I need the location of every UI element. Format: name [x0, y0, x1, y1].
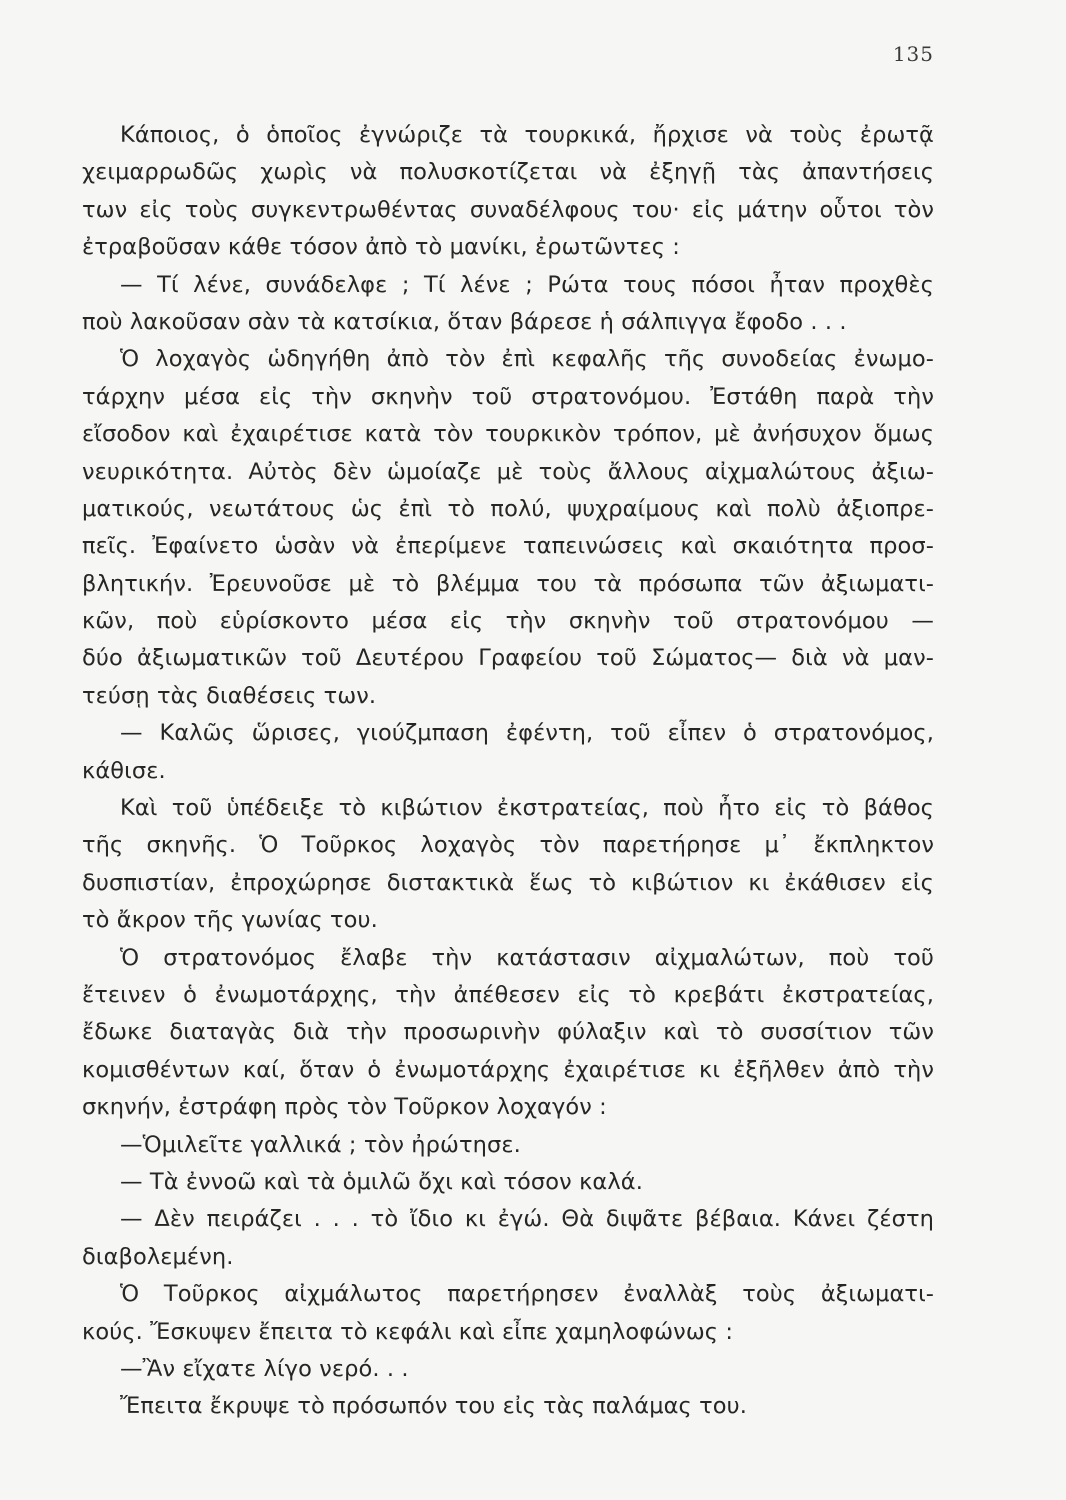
text-line: κούς. Ἔσκυψεν ἔπειτα τὸ κεφάλι καὶ εἶπε χαμηλοφώνως : — [82, 1318, 733, 1345]
text-line: Ὁ Τοῦρκος αἰχμάλωτος παρετήρησεν ἐναλλὰξ τοὺς ἀξιωματι- — [120, 1281, 934, 1308]
text-line: Καὶ τοῦ ὑπέδειξε τὸ κιβώτιον ἐκστρατείας, ποὺ ἦτο εἰς τὸ βάθος — [120, 795, 934, 822]
text-line: ἐτραβοῦσαν κάθε τόσον ἀπὸ τὸ μανίκι, ἐρωτῶντες : — [82, 234, 680, 261]
text-line: ἔτεινεν ὁ ἐνωμοτάρχης, τὴν ἀπέθεσεν εἰς τὸ κρεβάτι ἐκστρατείας, — [82, 981, 934, 1008]
text-line: σκηνήν, ἐστράφη πρὸς τὸν Τοῦρκον λοχαγόν : — [82, 1094, 607, 1121]
text-line: τάρχην μέσα εἰς τὴν σκηνὴν τοῦ στρατονόμου. Ἐστάθη παρὰ τὴν — [82, 383, 934, 410]
text-line: τεύσῃ τὰς διαθέσεις των. — [82, 682, 377, 709]
text-line: —Ὁμιλεῖτε γαλλικά ; τὸν ἠρώτησε. — [120, 1131, 521, 1158]
text-line: εἴσοδον καὶ ἐχαιρέτισε κατὰ τὸν τουρκικὸν τρόπον, μὲ ἀνήσυχον ὅμως — [82, 421, 934, 448]
text-line: δυσπιστίαν, ἐπροχώρησε διστακτικὰ ἕως τὸ κιβώτιον κι ἐκάθισεν εἰς — [82, 869, 934, 896]
text-line: — Τὰ ἐννοῶ καὶ τὰ ὁμιλῶ ὄχι καὶ τόσον καλά. — [120, 1168, 643, 1195]
text-line: Ὁ στρατονόμος ἔλαβε τὴν κατάστασιν αἰχμαλώτων, ποὺ τοῦ — [120, 944, 934, 971]
page-number: 135 — [892, 42, 934, 66]
text-line: δύο ἀξιωματικῶν τοῦ Δευτέρου Γραφείου τοῦ Σώματος— διὰ νὰ μαν- — [82, 645, 934, 672]
text-line: των εἰς τοὺς συγκεντρωθέντας συναδέλφους του· εἰς μάτην οὗτοι τὸν — [82, 196, 934, 223]
text-line: Ἔπειτα ἔκρυψε τὸ πρόσωπόν του εἰς τὰς παλάμας του. — [120, 1393, 748, 1420]
text-line: Ὁ λοχαγὸς ὡδηγήθη ἀπὸ τὸν ἐπὶ κεφαλῆς τῆς συνοδείας ἐνωμο- — [120, 346, 934, 373]
text-line: — Καλῶς ὥρισες, γιούζμπαση ἐφέντη, τοῦ εἶπεν ὁ στρατονόμος, — [120, 720, 934, 747]
text-line: διαβολεμένη. — [82, 1243, 234, 1270]
text-line: ἔδωκε διαταγὰς διὰ τὴν προσωρινὴν φύλαξιν καὶ τὸ συσσίτιον τῶν — [82, 1019, 934, 1046]
text-line: ματικούς, νεωτάτους ὡς ἐπὶ τὸ πολύ, ψυχραίμους καὶ πολὺ ἀξιοπρε- — [82, 495, 934, 522]
text-line: κομισθέντων καί, ὅταν ὁ ἐνωμοτάρχης ἐχαιρέτισε κι ἐξῆλθεν ἀπὸ τὴν — [82, 1056, 934, 1083]
text-line: τὸ ἄκρον τῆς γωνίας του. — [82, 907, 378, 934]
text-line: βλητικήν. Ἐρευνοῦσε μὲ τὸ βλέμμα του τὰ πρόσωπα τῶν ἀξιωματι- — [82, 570, 934, 597]
body-text — [82, 117, 934, 1426]
text-line: —Ἂν εἴχατε λίγο νερό. . . — [120, 1355, 409, 1382]
text-line: κάθισε. — [82, 757, 166, 784]
text-line: Κάποιος, ὁ ὁποῖος ἐγνώριζε τὰ τουρκικά, ἤρχισε νὰ τοὺς ἐρωτᾷ — [120, 122, 934, 148]
text-line: χειμαρρωδῶς χωρὶς νὰ πολυσκοτίζεται νὰ ἐξηγῇ τὰς ἀπαντήσεις — [82, 159, 934, 186]
text-line: κῶν, ποὺ εὑρίσκοντο μέσα εἰς τὴν σκηνὴν τοῦ στρατονόμου — — [82, 608, 934, 635]
text-line: — Δὲν πειράζει . . . τὸ ἴδιο κι ἐγώ. Θὰ διψᾶτε βέβαια. Κάνει ζέστη — [120, 1206, 934, 1233]
text-line: νευρικότητα. Αὐτὸς δὲν ὡμοίαζε μὲ τοὺς ἄλλους αἰχμαλώτους ἀξιω- — [82, 458, 934, 485]
text-line: τῆς σκηνῆς. Ὁ Τοῦρκος λοχαγὸς τὸν παρετήρησε μ᾽ ἔκπληκτον — [82, 832, 934, 859]
text-line: πεῖς. Ἐφαίνετο ὡσὰν νὰ ἐπερίμενε ταπεινώσεις καὶ σκαιότητα προσ- — [82, 533, 934, 560]
text-line: — Τί λένε, συνάδελφε ; Τί λένε ; Ρώτα τους πόσοι ἦταν προχθὲς — [120, 271, 934, 298]
text-line: ποὺ λακοῦσαν σὰν τὰ κατσίκια, ὅταν βάρεσε ἡ σάλπιγγα ἔφοδο . . . — [82, 308, 847, 335]
